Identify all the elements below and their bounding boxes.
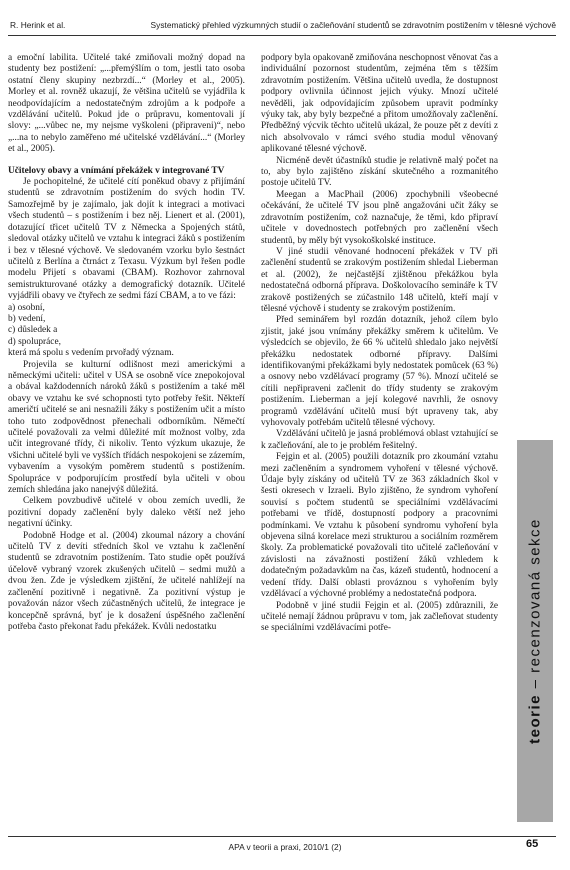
paragraph: V jiné studii věnované hodnocení překážek v TV při začlenění studentů se zrakovým postižením shledal Lieberman et al. (2002), že nejčastější zjištěnou překážkou byla nedostatečná odborná příprava. Doškolovacího semináře k TV zrakově postižených se zúčastnilo 148 učitelů, kteří mají v tělesné výchově i studenty se zrakovým postižením.	[261, 246, 498, 314]
page-number: 65	[526, 838, 539, 850]
paragraph: Podobně Hodge et al. (2004) zkoumal názory a chování učitelů TV z devíti středních škol ve vztahu k začlenění studentů se zdravotním postižením. Tato studie opět používá účelově vybraný vzorek zkušených učitelů – sedmi mužů a dvou žen. Zde je výsledkem zjištění, že učitelé nahlížejí na začlenění pozitivně i negativně. Za pozitivní výstup je považován názor všech zúčastněných učitelů, že integrace je koncepčně správná, byť je k dosažení úspěšného začlenění potřeba často překonat řadu překážek. Kvůli nedostatku	[8, 530, 245, 632]
section-heading: Učitelovy obavy a vnímání překážek v integrované TV	[8, 165, 225, 176]
paragraph: podpory byla opakovaně zmiňována neschopnost věnovat čas a individuální pozornost studentům, zejména těm s těžším zdravotním postižením. Většina učitelů uvedla, že dostupnost podpory ovlivnila účinnost jejich výuky. Mnozí učitelé nevěděli, jak odpovídajícím způsobem upravit podmínky výuky tak, aby byly bezpečné a přitom umožňovaly začlenění. Předběžný výcvik těchto učitelů ukázal, že pouze pět z devíti z nich absolvovalo v rámci svého studia modul věnovaný aplikované tělesné výchově.	[261, 53, 498, 155]
list	[8, 303, 245, 349]
paragraph: Podobně v jiné studii Fejgin et al. (2005) zdůraznili, že učitelé nemají žádnou průpravu v tom, jak začleňovat studenty se speciálními vzdělávacími potře-	[261, 600, 498, 634]
list-item: c) důsledek a	[8, 325, 58, 336]
side-tab-light: recenzovaná sekce	[526, 518, 544, 673]
paragraph: Před seminářem byl rozdán dotazník, jehož cílem bylo zjistit, jaké jsou vnímány překážky směrem k učitelům. Ve výsledcích se objevilo, že 66 % učitelů shledalo jako největší překážku nedostatek odborné přípravy. Dalšími identifikovanými překážkami byly nedostatek pomůcek (63 %) a osnovy nebo vzdělávací programy (57 %). Mnozí učitelé se cítili nepřipraveni začlenit do třídy studenty se zrakovým postižením. Lieberman a její kolegové navrhli, že osnovy programů vzdělávání učitelů musí být upraveny tak, aby vyhovovaly potřebám učitelů tělesné výchovy.	[261, 315, 498, 428]
paragraph: Fejgin et al. (2005) použili dotazník pro zkoumání vztahu mezi začleněním a syndromem vyhoření v tělesné výchově. Údaje byly získány od učitelů TV ze 363 základních škol v šesti okresech v Izraeli. Bylo zjištěno, že syndrom vyhoření souvisí s počtem studentů se speciálními vzdělávacími potřebami ve třídě, dostupností podpory a pracovními podmínkami. Ve vztahu k působení syndromu vyhoření byla objevena silná korelace mezi strukturou a sociálním rozměrem školy. Za problematické považovali tito učitelé začleňování v závislosti na závažnosti postižení žáků vzhledem k dodatečným požadavkům na čas, kázeň studentů, hodnocení a vedení třídy. Další oblasti prováznou s vyhořením byly vzdělávací a výchovné problémy a nedostatečná podpora.	[261, 452, 498, 600]
side-tab-strong: teorie	[526, 694, 544, 744]
list-item: d) spolupráce,	[8, 336, 61, 347]
paragraph: Vzdělávání učitelů je jasná problémová oblast vztahující se k začleňování, ale to je problém řešitelný.	[261, 429, 498, 451]
left-column	[8, 53, 245, 633]
journal-footer: APA v teorii a praxi, 2010/1 (2)	[228, 842, 342, 852]
paragraph: která má spolu s vedením prvořadý význam.	[8, 348, 174, 359]
paragraph: Projevila se kulturní odlišnost mezi americkými a německými učiteli: učitel v USA se osobně více znepokojoval a obával každodenních nároků žáků s postižením a také měl obavy ve vztahu ke své schopnosti tyto potřeby řešit. Někteří američtí učitelé se ani nesnažili žáky s postižením učit a místo toho tuto zodpovědnost přenechali odborníkům. Němečtí učitelé považovali za velmi důležité mít možnost volby, zda učit integrované třídy, či nikoliv. Tento výzkum ukazuje, že všichni učitelé byli ve vyšších třídách nespokojeni se zázemím, vybavením a vysokým poměrem studentů s postižením. Spolupráce v podporujícím prostředí byla učiteli v obou zemích shledána jako nanejvýš důležitá.	[8, 359, 245, 496]
list-item: a) osobní,	[8, 302, 45, 313]
side-tab-separator: –	[526, 672, 544, 695]
right-column	[261, 53, 498, 635]
section-side-tab	[517, 440, 553, 822]
header-title: Systematický přehled výzkumných studií o začleňování studentů se zdravotním postižením v tělesné výchově	[150, 20, 556, 30]
header-authors: R. Herink et al.	[10, 20, 66, 30]
list-item: b) vedení,	[8, 313, 46, 324]
side-tab-label	[527, 518, 544, 744]
footer-rule	[8, 836, 556, 837]
running-header	[8, 19, 556, 36]
paragraph: a emoční labilita. Učitelé také zmiňovali možný dopad na studenty bez postižení: „...přemýšlím o tom, jestli tato osoba ostatní členy skupiny nezbrzdí...“ (Morley et al., 2005). Morley et al. rovněž ukazují, že většina učitelů se vyjádřila k neodpovídajícím a nedostatečným zdrojům a k podpoře a vzdělávání učitelů. Pokud jde o průpravu, komentovali jí slovy: „...vůbec ne, my nejsme vyškoleni (připraveni)“, nebo „...na to nebylo zaměřeno mé učitelské vzdělávání...“ (Morley et al., 2005).	[8, 53, 245, 155]
paragraph: Nicméně devět účastníků studie je relativně malý počet na to, aby bylo zajištěno získání skutečného a rozmanitého postoje učitelů TV.	[261, 155, 498, 189]
paragraph: Je pochopitelné, že učitelé cítí poněkud obavy z přijímání studentů se zdravotním postižením do svých hodin TV. Samozřejmě by je zajímalo, jak dojít k integraci a motivaci všech studentů – s postižením i bez něj. Lienert et al. (2001), dotazující třicet učitelů TV z Německa a Spojených států, sledoval otázky učitelů ve vztahu k integraci žáků s postižením i bez v tělesné výchově. Ve sledovaném vzorku bylo šestnáct učitelů z Berlína a čtrnáct z Texasu. Výzkum byl řešen podle modelu Přijetí s obavami (CBAM). Rozhovor zahrnoval semistrukturované otázky a demografický dotazník. Učitelé vyjádřili obavy ve čtyřech ze sedmi fází CBAM, a to ve fázi:	[8, 177, 245, 302]
paragraph: Meegan a MacPhail (2006) zpochybnili všeobecné očekávání, že učitelé TV jsou plně angažováni učit žáky se zdravotním postižením, což naznačuje, že těmi, kdo připraví učitele v dovednostech potřebných pro začlenění všech studentů, by měly být vysokoškolské instituce.	[261, 189, 498, 246]
paragraph: Celkem povzbudivě učitelé v obou zemích uvedli, že pozitivní dopady začlenění byly daleko větší než jeho negativní účinky.	[8, 496, 245, 530]
